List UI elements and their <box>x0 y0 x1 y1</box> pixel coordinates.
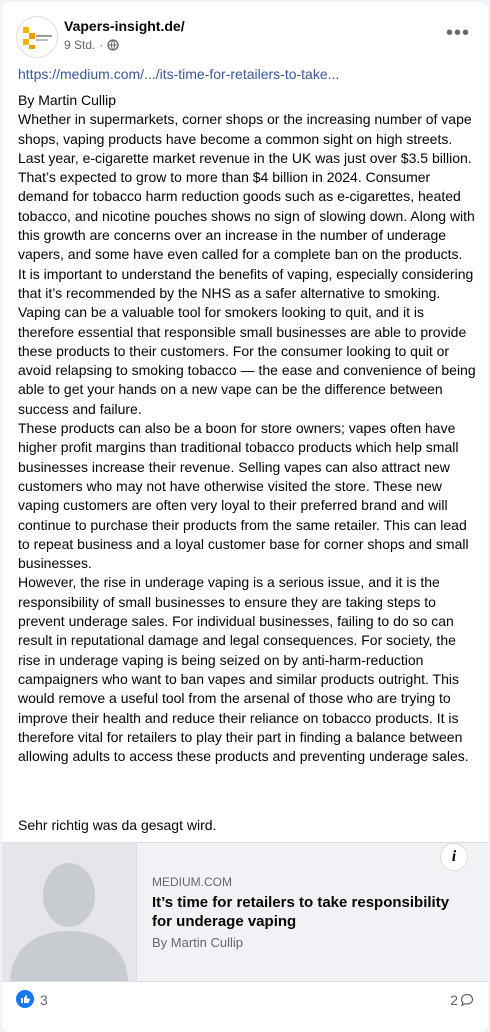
more-options-icon[interactable]: ••• <box>445 22 470 44</box>
comment-count-value: 2 <box>450 992 458 1008</box>
thumbs-up-icon <box>20 994 30 1004</box>
preview-author: By Martin Cullip <box>152 935 244 950</box>
comment-icon <box>460 993 474 1007</box>
preview-title[interactable]: It’s time for retailers to take responsibility for underage vaping <box>152 894 450 930</box>
post-footer <box>16 988 474 1012</box>
link-preview[interactable] <box>2 842 488 982</box>
post-body <box>18 91 476 766</box>
post-paragraph: By Martin Cullip <box>18 92 117 108</box>
post-comment: Sehr richtig was da gesagt wird. <box>18 817 217 833</box>
like-icon[interactable] <box>16 990 34 1008</box>
post-meta <box>64 38 119 52</box>
post-header <box>16 14 474 58</box>
info-icon[interactable]: i <box>440 843 468 871</box>
globe-icon[interactable] <box>107 39 119 51</box>
page-name[interactable]: Vapers-insight.de/ <box>64 18 185 34</box>
post-link[interactable]: https://medium.com/.../its-time-for-retailers-to-take... <box>18 66 340 82</box>
meta-separator: · <box>99 38 104 52</box>
preview-thumbnail <box>2 843 137 981</box>
page-avatar[interactable] <box>16 16 58 58</box>
post-paragraph: It is important to understand the benefits of vaping, especially considering that it’s recommended by the NHS as a safer alternative to smoking. Vaping can be a valuable tool for smokers looking to quit, and it is therefore essential that responsible small businesses are able to provide these products to their customers. For the consumer looking to quit or avoid relapsing to smoking tobacco — the ease and convenience of being able to get your hands on a new vape can be the difference between success and failure. <box>18 265 476 417</box>
post-time[interactable]: 9 Std. <box>64 38 96 52</box>
post-paragraph: Whether in supermarkets, corner shops or the increasing number of vape shops, vaping products have become a common sight on high streets. Last year, e-cigarette market revenue in the UK was just over $3.5 billion. That’s expected to grow to more than $4 billion in 2024. Consumer demand for tobacco harm reduction goods such as e-cigarettes, heated tobacco, and nicotine pouches shows no sign of slowing down. Along with this growth are concerns over an increase in the number of underage vapers, and some have even called for a complete ban on the products. <box>18 111 475 263</box>
preview-domain: MEDIUM.COM <box>152 875 232 889</box>
post-paragraph: These products can also be a boon for store owners; vapes often have higher profit margins than traditional tobacco products which help small businesses increase their revenue. Selling vapes can also attract new customers who may not have otherwise visited the store. These new vaping customers are often very loyal to their preferred brand and will continue to purchase their products from the same retailer. This can lead to repeat business and a loyal customer base for corner shops and small businesses. <box>18 420 469 572</box>
like-count[interactable]: 3 <box>40 992 48 1008</box>
post-paragraph: However, the rise in underage vaping is a serious issue, and it is the responsibility of small businesses to ensure they are taking steps to prevent underage sales. For individual businesses, failing to do so can result in reputational damage and legal consequences. For society, the rise in underage vaping is being seized on by anti-harm-reduction campaigners who want to ban vapes and similar products outright. This would remove a useful tool from the arsenal of those who are trying to improve their health and reduce their reliance on tobacco products. It is therefore vital for retailers to play their part in finding a balance between allowing adults to access these products and preventing underage sales. <box>18 574 469 765</box>
person-placeholder-icon <box>2 843 136 981</box>
comment-count[interactable] <box>450 992 474 1008</box>
vapers-insight-logo <box>17 17 57 57</box>
